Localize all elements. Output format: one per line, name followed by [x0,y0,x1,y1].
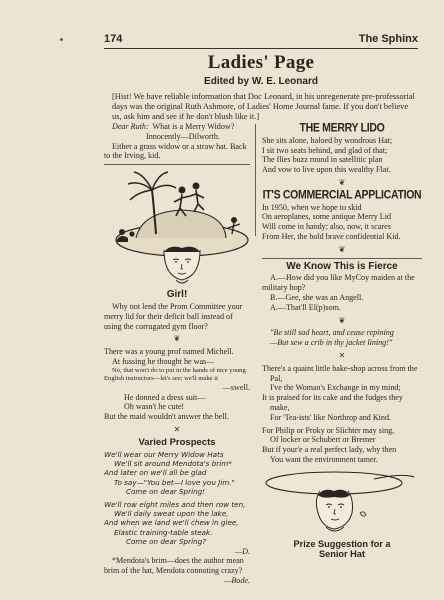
commercial-heading: IT'S COMMERCIAL APPLICATION [262,187,422,202]
letter-block [104,122,250,161]
ornament-icon: ❦ [173,334,181,344]
merry-widow-hat-illustration [104,168,250,288]
bakeshop-poem [262,364,422,465]
poem-line: There's a quaint little bake-shop across from the Pal, [262,363,418,383]
poem-line: Come on dear Spring? [126,537,206,547]
poem-line: And when we land we'll chew in glee, [104,518,239,528]
ornament-icon: ❦ [338,177,346,187]
limerick-line: But the maid wouldn't answer the bell. [104,412,229,422]
lido-heading: THE MERRY LIDO [299,120,385,135]
letter-signature: Innocently—Dilworth. [146,131,220,141]
prize-caption-line: Prize Suggestion for a [293,538,391,549]
poem-line: Come on dear Spring! [126,487,206,497]
commercial-poem [262,203,422,242]
ornament-icon: ❦ [338,244,346,254]
poem-line: Elastic training-table steak. [114,527,213,537]
byline: Edited by W. E. Leonard [204,76,318,87]
fierce-dialogue [262,273,422,312]
poem-line: I sit two seats behind, and glad of that; [262,145,388,155]
page-title: Ladies' Page [207,52,315,73]
page-number: 174 [104,33,123,45]
poem-line: On aeroplanes, some antique Merry Lid [262,212,392,222]
senior-hat-illustration [262,469,422,539]
divider [262,258,422,259]
poem-line: To say—"You bet—I love you Jim." [114,477,235,487]
poem-line: For 'Tea-ists' like Northrop and Kind. [270,412,392,422]
ornament-icon: ✕ [338,350,346,360]
running-header [104,33,418,47]
girl-heading: Girl! [166,289,188,301]
limerick-line: Oh wasn't he cute! [124,402,185,412]
poem-line: We'll wear our Merry Widow Hats [104,449,224,459]
ornament-icon: ❦ [338,315,346,325]
poem-line: You want the environment tamer. [270,454,378,464]
poem-line: In 1950, when we hope to skid [262,202,362,212]
varied-footnote-signature: —Bode. [224,576,250,585]
dialogue-line: B.—Gee, she was an Angell. [270,292,364,302]
poem-line: We'll row eight miles and then row ten, [104,499,246,509]
letter-salutation: Dear Ruth: [112,122,149,131]
dialogue-line: A.—That'll El(p)som. [270,302,341,312]
lido-poem [262,136,422,175]
limerick-note: No, that won't do to put in the hands of nice young English instructors—let's see; we'll make it [104,366,246,382]
quote-line: "Be still sad heart, and cease repining [270,328,394,338]
poem-line: From Her, the bold brave confidential Kid. [262,231,401,241]
girl-text: Why not lend the Prom Committee your merry lid for their deficit ball instead of using the corrugated gym floor? [104,301,243,331]
letter-question: What is a Merry Widow? [152,122,235,131]
limerick-line: He donned a dress suit— [124,392,206,402]
quote-line: —But sew a crib in thy jacket lining!" [270,338,393,348]
varied-poem [104,450,250,547]
poem-line: It is praised for its cake and the fudges they make, [262,393,403,412]
poem-line: Will come in handy; also, now, it scares [262,222,391,232]
margin-dot [60,38,63,41]
poem-line: Of locker or Schubert or Bremer [270,435,376,445]
left-column [104,122,250,586]
poem-line: We'll sit around Mendota's brim* [114,458,232,468]
poem-line: But if your'e a real perfect lady, why then [262,445,397,455]
dialogue-line: A.—How did you like MyCoy maiden at the military hop? [262,273,415,293]
limerick-line: There was a young prof named Michell. [104,347,234,357]
poem-line: And vow to live upon this wealthy Flat. [262,165,391,175]
poem-line: We'll daily sweat upon the lake, [114,508,229,518]
publication-name: The Sphinx [358,33,418,45]
poem-line: The flies buzz round in satellitic plan [262,155,383,165]
michell-limerick [104,347,250,422]
varied-footnote: *Mendota's brim—does the author mean brim of the hat, Mendota connoting crazy? [104,556,244,576]
column-divider [255,124,256,236]
limerick-swell: —swell. [222,382,250,392]
prize-caption-line: Senior Hat [319,549,365,560]
fierce-heading: We Know This is Fierce [286,260,398,272]
limerick-line: At fussing he thought he was— [112,356,215,366]
quote-block [262,328,422,348]
poem-line: She sits alone, haloed by wondrous Hat; [262,135,393,145]
varied-signature: —D. [234,546,250,556]
poem-line: And later on we'll all be glad [104,468,207,478]
intro-paragraph: [Hist! We have reliable information that Doc Leonard, in his unregenerate pre-professorial days was the original Ruth Ashmore, of Ladies' Home Journal fame. If you don't believe us, ask him and see if he don't blush like it.] [112,92,415,121]
poem-line: I've the Woman's Exchange in my mind; [270,383,401,393]
letter-answer: Either a grass widow or a straw hat. Back to the Irving, kid. [104,141,247,161]
poem-line: For Philip or Proky or Slichter may sing, [262,425,395,435]
prize-caption [262,539,422,560]
right-column [262,122,422,586]
header-rule [104,48,418,49]
divider [104,164,250,165]
ornament-icon: ✕ [173,424,181,434]
varied-heading: Varied Prospects [138,436,216,448]
